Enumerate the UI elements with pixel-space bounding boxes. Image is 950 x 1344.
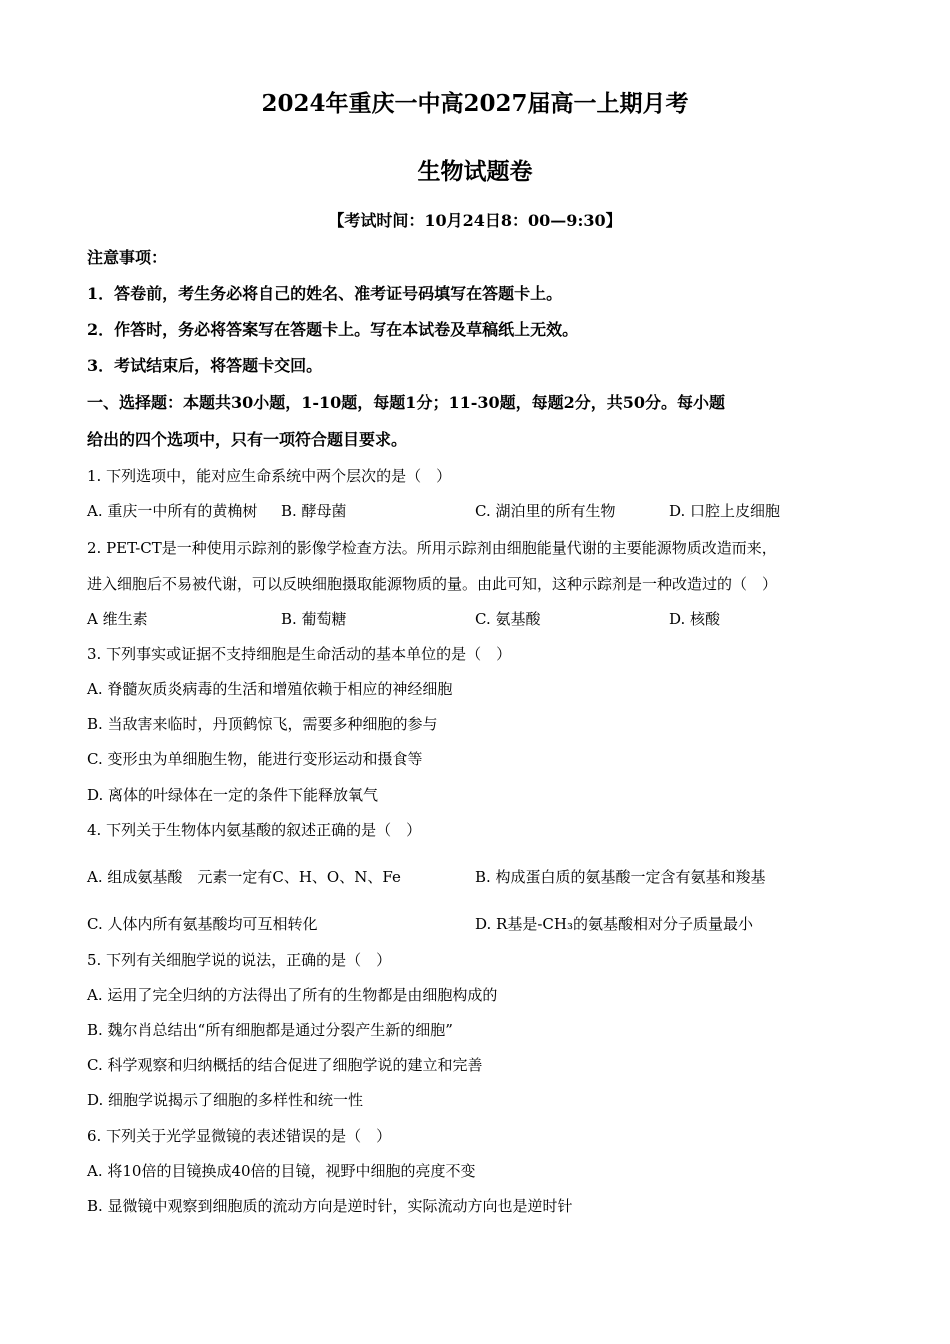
question-3-option-c: C. 变形虫为单细胞生物，能进行变形运动和摄食等 — [87, 750, 423, 768]
question-3-stem: 3. 下列事实或证据不支持细胞是生命活动的基本单位的是（ ） — [87, 645, 512, 663]
note-item: 2．作答时，务必将答案写在答题卡上。写在本试卷及草稿纸上无效。 — [87, 320, 579, 339]
question-5-option-a: A. 运用了完全归纳的方法得出了所有的生物都是由细胞构成的 — [87, 986, 498, 1004]
section-heading-cont: 给出的四个选项中，只有一项符合题目要求。 — [87, 430, 408, 449]
note-item: 1．答卷前，考生务必将自己的姓名、准考证号码填写在答题卡上。 — [87, 284, 563, 303]
question-2-option-a: A 维生素 — [87, 610, 148, 628]
question-5-option-d: D. 细胞学说揭示了细胞的多样性和统一性 — [87, 1091, 364, 1109]
question-2-option-c: C. 氨基酸 — [475, 610, 541, 628]
question-5-option-b: B. 魏尔肖总结出“所有细胞都是通过分裂产生新的细胞” — [87, 1021, 453, 1039]
question-2-option-d: D. 核酸 — [669, 610, 721, 628]
question-1-stem: 1. 下列选项中，能对应生命系统中两个层次的是（ ） — [87, 467, 452, 485]
question-1-option-a: A. 重庆一中所有的黄桷树 — [87, 502, 258, 520]
question-2-option-b: B. 葡萄糖 — [281, 610, 347, 628]
question-4-option-b: B. 构成蛋白质的氨基酸一定含有氨基和羧基 — [475, 868, 766, 886]
question-6-stem: 6. 下列关于光学显微镜的表述错误的是（ ） — [87, 1127, 392, 1145]
notes-heading: 注意事项： — [87, 248, 168, 267]
question-2-stem-line2: 进入细胞后不易被代谢，可以反映细胞摄取能源物质的量。由此可知，这种示踪剂是一种改造过的（ ） — [87, 575, 778, 593]
exam-subtitle: 生物试题卷 — [417, 158, 533, 185]
question-3-option-d: D. 离体的叶绿体在一定的条件下能释放氧气 — [87, 786, 379, 804]
question-4-option-c: C. 人体内所有氨基酸均可互相转化 — [87, 915, 318, 933]
question-3-option-b: B. 当敌害来临时，丹顶鹤惊飞，需要多种细胞的参与 — [87, 715, 438, 733]
question-4-stem: 4. 下列关于生物体内氨基酸的叙述正确的是（ ） — [87, 821, 422, 839]
question-5-option-c: C. 科学观察和归纳概括的结合促进了细胞学说的建立和完善 — [87, 1056, 483, 1074]
note-item: 3．考试结束后，将答题卡交回。 — [87, 356, 323, 375]
question-2-stem-line1: 2. PET-CT是一种使用示踪剂的影像学检查方法。所用示踪剂由细胞能量代谢的主要能源物质改造而来， — [87, 539, 777, 557]
question-1-option-b: B. 酵母菌 — [281, 502, 347, 520]
section-heading: 一、选择题：本题共30小题，1-10题，每题1分；11-30题，每题2分，共50分。每小题 — [87, 393, 726, 412]
question-4-option-a: A. 组成氨基酸 元素一定有C、H、O、N、Fe — [87, 868, 401, 886]
exam-title: 2024年重庆一中高2027届高一上期月考 — [261, 90, 689, 117]
question-1-option-c: C. 湖泊里的所有生物 — [475, 502, 616, 520]
exam-time: 【考试时间：10月24日8：00—9:30】 — [328, 211, 622, 230]
question-4-option-d: D. R基是-CH₃的氨基酸相对分子质量最小 — [475, 915, 753, 933]
question-6-option-a: A. 将10倍的目镜换成40倍的目镜，视野中细胞的亮度不变 — [87, 1162, 476, 1180]
question-5-stem: 5. 下列有关细胞学说的说法，正确的是（ ） — [87, 951, 392, 969]
question-6-option-b: B. 显微镜中观察到细胞质的流动方向是逆时针，实际流动方向也是逆时针 — [87, 1197, 573, 1215]
question-1-option-d: D. 口腔上皮细胞 — [669, 502, 781, 520]
question-3-option-a: A. 脊髓灰质炎病毒的生活和增殖依赖于相应的神经细胞 — [87, 680, 453, 698]
